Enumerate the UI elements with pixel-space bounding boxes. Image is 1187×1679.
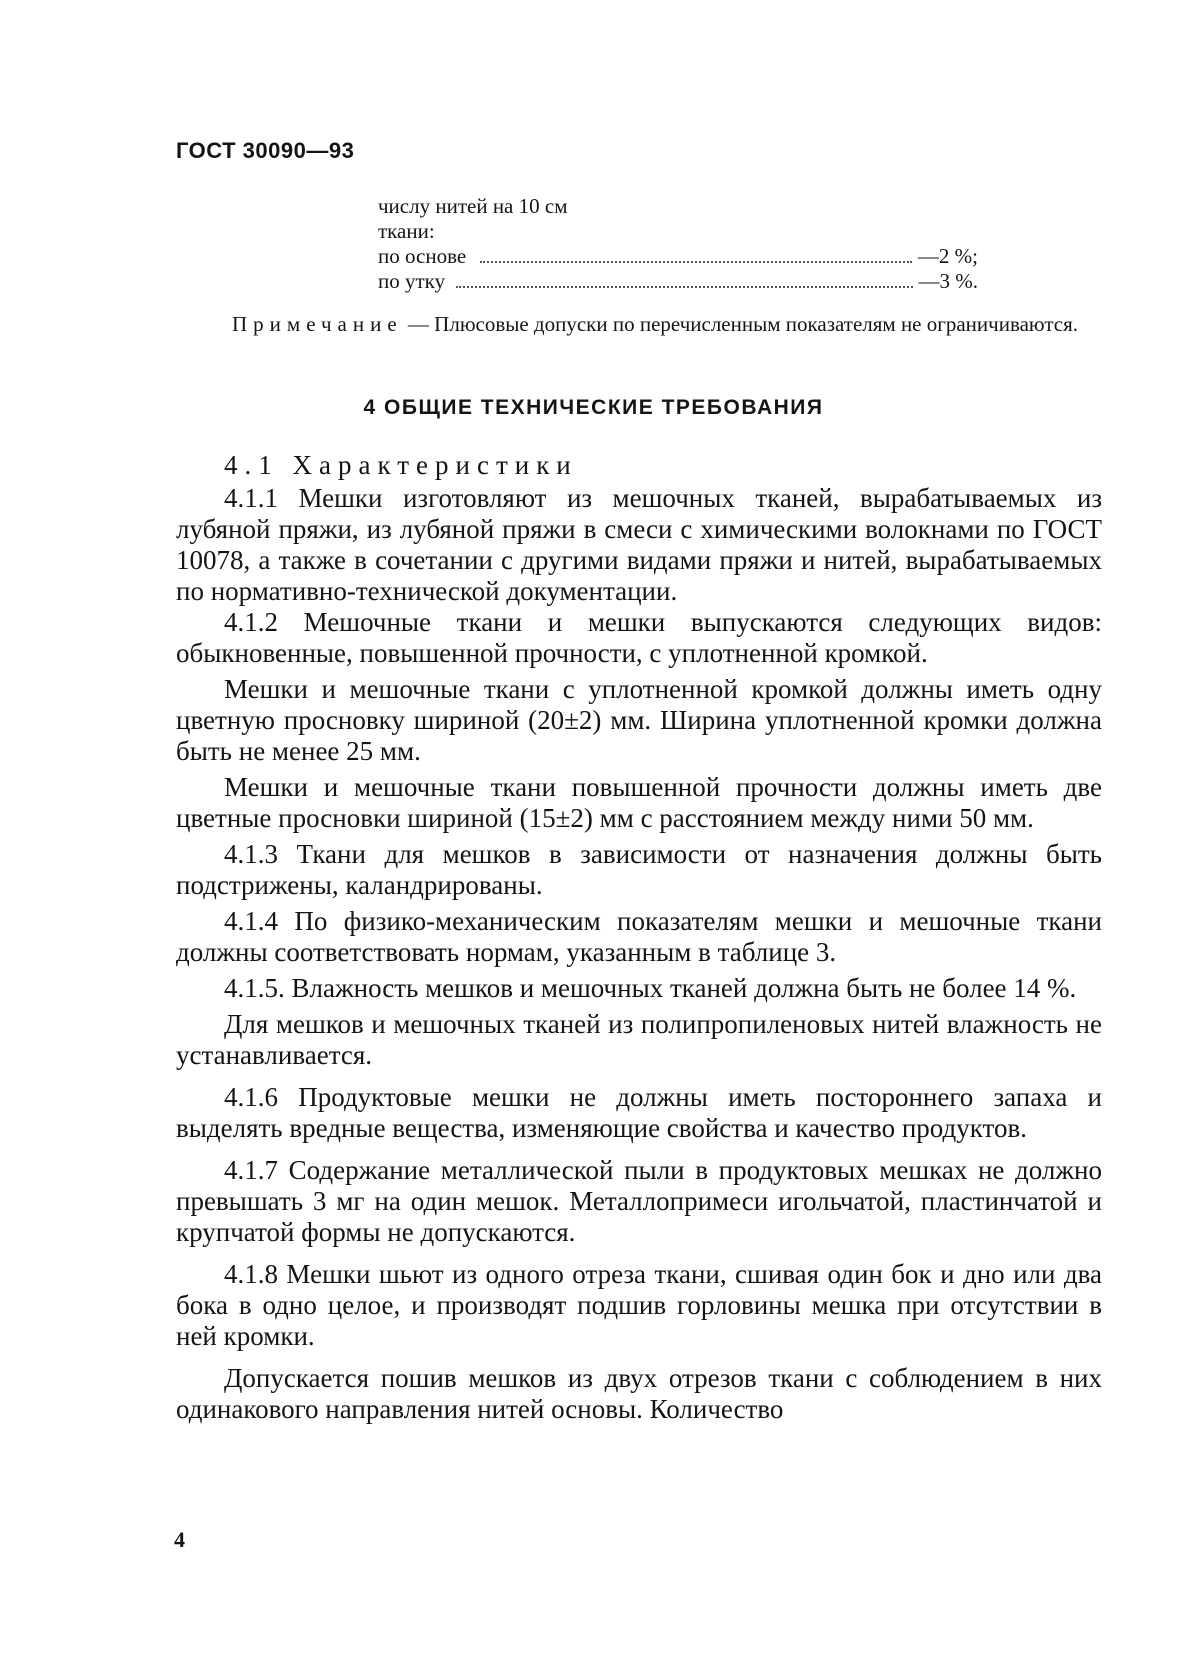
tolerance-label: по основе xyxy=(378,244,467,268)
paragraph: 4.1.3 Ткани для мешков в зависимости от назначения должны быть подстрижены, каландрированы. xyxy=(176,839,1102,900)
paragraph: 4.1.7 Содержание металлической пыли в продуктовых мешках не должно превышать 3 мг на один мешок. Металлопримеси игольчатой, пластинчатой и крупчатой формы не допускаются. xyxy=(176,1155,1102,1247)
tolerance-intro: числу нитей на 10 см xyxy=(378,194,568,218)
paragraph: Мешки и мешочные ткани повышенной прочности должны иметь две цветные просновки шириной (15±2) мм с расстоянием между ними 50 мм. xyxy=(176,772,1102,833)
paragraph: Для мешков и мешочных тканей из полипропиленовых нитей влажность не устанавливается. xyxy=(176,1009,1102,1070)
paragraph: 4.1.8 Мешки шьют из одного отреза ткани, сшивая один бок и дно или два бока в одно целое, и производят подшив горловины мешка при отсутствии в ней кромки. xyxy=(176,1259,1102,1351)
tolerance-value: —3 %. xyxy=(918,269,978,293)
tolerance-row xyxy=(378,244,978,269)
page-number: 4 xyxy=(174,1527,185,1552)
paragraph: Мешки и мешочные ткани с уплотненной кромкой должны иметь одну цветную просновку шириной (20±2) мм. Ширина уплотненной кромки должна быть не менее 25 мм. xyxy=(176,674,1102,766)
note-label: Примечание xyxy=(232,312,403,336)
document-code: ГОСТ 30090—93 xyxy=(176,138,355,163)
tolerance-value: —2 %; xyxy=(917,244,978,268)
note-text: — Плюсовые допуски по перечисленным показателям не ограничиваются. xyxy=(402,312,1078,336)
tolerance-label: по утку xyxy=(378,269,446,293)
dot-leader xyxy=(456,286,913,288)
paragraph: 4.1.6 Продуктовые мешки не должны иметь постороннего запаха и выделять вредные вещества, изменяющие свойства и качество продуктов. xyxy=(176,1082,1102,1143)
subsection-title: 4.1 Характеристики xyxy=(224,450,578,480)
paragraph: 4.1.5. Влажность мешков и мешочных тканей должна быть не более 14 %. xyxy=(224,973,1077,1003)
tolerance-row xyxy=(378,269,978,294)
dot-leader xyxy=(480,261,912,263)
tolerance-block xyxy=(378,194,978,294)
tolerance-intro-2: ткани: xyxy=(378,219,435,243)
note-paragraph xyxy=(176,309,1131,339)
paragraph: 4.1.2 Мешочные ткани и мешки выпускаются следующих видов: обыкновенные, повышенной прочности, с уплотненной кромкой. xyxy=(176,607,1102,668)
paragraph: 4.1.1 Мешки изготовляют из мешочных тканей, вырабатываемых из лубяной пряжи, из лубяной пряжи в смеси с химическими волокнами по ГОСТ 10078, а также в сочетании с другими видами пряжи и нитей, вырабатываемых по нормативно-технической документации. xyxy=(176,483,1102,606)
main-text xyxy=(176,450,1102,1425)
paragraph: Допускается пошив мешков из двух отрезов ткани с соблюдением в них одинакового направления нитей основы. Количество xyxy=(176,1363,1102,1424)
section-title: 4 ОБЩИЕ ТЕХНИЧЕСКИЕ ТРЕБОВАНИЯ xyxy=(363,396,824,419)
paragraph: 4.1.4 По физико-механическим показателям мешки и мешочные ткани должны соответствовать нормам, указанным в таблице 3. xyxy=(176,906,1102,967)
